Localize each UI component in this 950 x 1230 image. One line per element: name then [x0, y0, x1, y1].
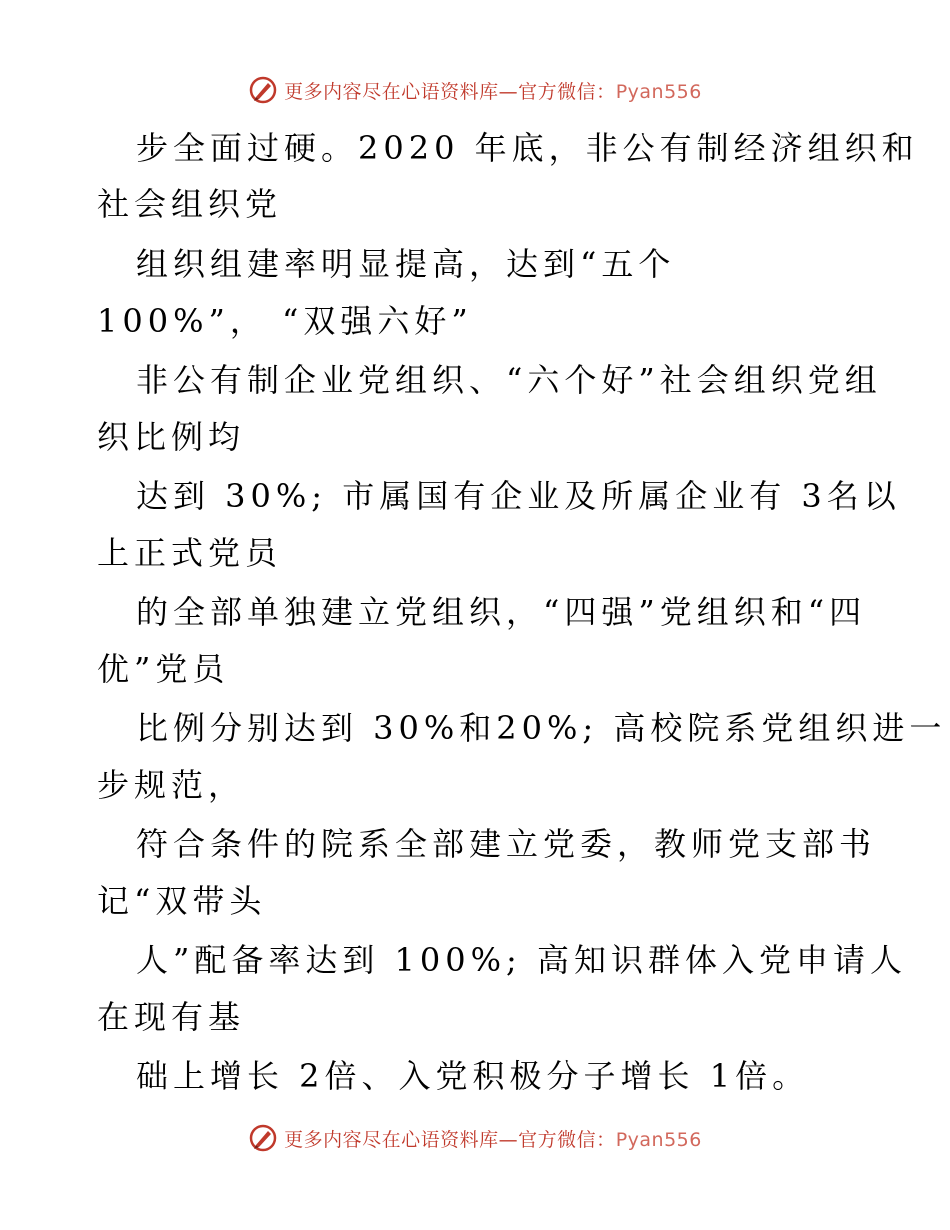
- text-line: 织比例均: [97, 418, 246, 456]
- text-line: 人”配备率达到 100%; 高知识群体入党申请人: [136, 941, 907, 979]
- watermark-text: 更多内容尽在心语资料库—官方微信：Pyan556: [284, 1128, 702, 1151]
- text-line: 步全面过硬。2020 年底，非公有制经济组织和: [136, 129, 919, 167]
- text-line: 础上增长 2倍、入党积极分子增长 1倍。: [136, 1057, 810, 1095]
- text-line: 记“双带头: [97, 882, 267, 920]
- footer-watermark: [0, 1118, 950, 1158]
- text-line: 达到 30%; 市属国有企业及所属企业有 3名以: [136, 477, 901, 515]
- text-line: 符合条件的院系全部建立党委，教师党支部书: [136, 825, 877, 863]
- watermark-text: 更多内容尽在心语资料库—官方微信：Pyan556: [284, 80, 702, 103]
- text-line: 步规范，: [97, 766, 246, 804]
- text-line: 非公有制企业党组织、“六个好”社会组织党组: [136, 361, 882, 399]
- text-line: 社会组织党: [97, 185, 283, 223]
- text-line: 的全部单独建立党组织，“四强”党组织和“四: [136, 593, 867, 631]
- text-line: 在现有基: [97, 998, 246, 1036]
- text-line: 优”党员: [97, 650, 230, 688]
- text-line: 100%”， “双强六好”: [97, 302, 473, 340]
- pen-logo-icon: [248, 75, 278, 105]
- text-line: 上正式党员: [97, 534, 283, 572]
- text-line: 组织组建率明显提高，达到“五个: [136, 245, 676, 283]
- pen-logo-icon: [248, 1123, 278, 1153]
- header-watermark: [0, 70, 950, 110]
- text-line: 比例分别达到 30%和20%; 高校院系党组织进一: [136, 709, 947, 747]
